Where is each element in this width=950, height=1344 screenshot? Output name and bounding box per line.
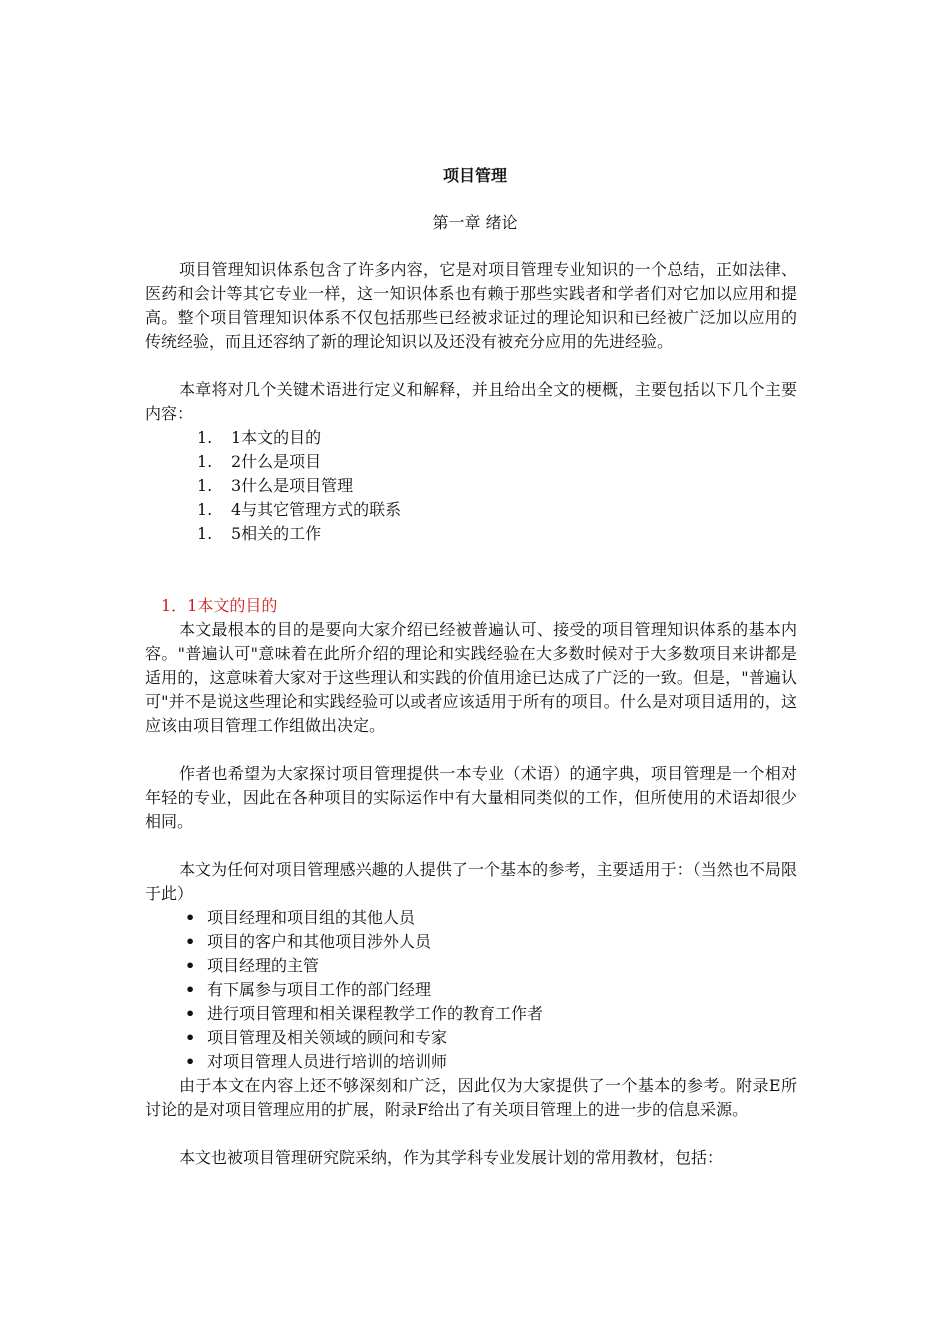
list-item: • 项目的客户和其他项目涉外人员	[145, 930, 797, 954]
list-item: 1. 5相关的工作	[197, 524, 322, 543]
bullet-icon: •	[185, 1028, 196, 1047]
paragraph-purpose: 本文最根本的目的是要向大家介绍已经被普遍认可、接受的项目管理知识体系的基本内容。"普遍认可"意味着在此所介绍的理论和实践经验在大多数时候对于大多数项目来讲都是适用的，这意味着大家对于这些理认和实践的价值用途已达成了广泛的一致。但是，"普遍认可"并不是说这些理论和实践经验可以或者应该适用于所有的项目。什么是对项目适用的，这应该由项目管理工作组做出决定。	[145, 620, 797, 735]
document-title: 项目管理	[442, 166, 507, 185]
list-item: 1. 1本文的目的	[197, 428, 322, 447]
paragraph-intro: 项目管理知识体系包含了许多内容，它是对项目管理专业知识的一个总结，正如法律、医药和会计等其它专业一样，这一知识体系也有赖于那些实践者和学者们对它加以应用和提高。整个项目管理知识体系不仅包括那些已经被求证过的理论知识和已经被广泛加以应用的传统经验，而且还容纳了新的理论知识以及还没有被充分应用的先进经验。	[145, 260, 797, 351]
audience-list	[145, 906, 797, 1074]
list-item: 1. 2什么是项目	[197, 452, 322, 471]
bullet-icon: •	[185, 1052, 196, 1071]
chapter-contents-list	[145, 426, 797, 546]
bullet-icon: •	[185, 932, 196, 951]
paragraph-chapter-overview: 本章将对几个关键术语进行定义和解释，并且给出全文的梗概，主要包括以下几个主要内容：	[145, 380, 797, 423]
list-item: • 项目管理及相关领域的顾问和专家	[145, 1026, 797, 1050]
list-item: 1. 4与其它管理方式的联系	[197, 500, 402, 519]
bullet-icon: •	[185, 980, 196, 999]
paragraph-appendix-note: 由于本文在内容上还不够深刻和广泛，因此仅为大家提供了一个基本的参考。附录E所讨论的是对项目管理应用的扩展，附录F给出了有关项目管理上的进一步的信息采源。	[145, 1076, 797, 1119]
list-item: 1. 3什么是项目管理	[197, 476, 354, 495]
paragraph-terminology: 作者也希望为大家探讨项目管理提供一本专业（术语）的通字典，项目管理是一个相对年轻的专业，因此在各种项目的实际运作中有大量相同类似的工作，但所使用的术语却很少相同。	[145, 764, 797, 831]
list-item: • 项目经理和项目组的其他人员	[145, 906, 797, 930]
list-item: • 有下属参与项目工作的部门经理	[145, 978, 797, 1002]
bullet-icon: •	[185, 956, 196, 975]
bullet-icon: •	[185, 908, 196, 927]
bullet-icon: •	[185, 1004, 196, 1023]
list-item: • 进行项目管理和相关课程教学工作的教育工作者	[145, 1002, 797, 1026]
document-body	[145, 258, 797, 1170]
paragraph-adoption: 本文也被项目管理研究院采纳，作为其学科专业发展计划的常用教材，包括：	[179, 1148, 724, 1167]
paragraph-audience: 本文为任何对项目管理感兴趣的人提供了一个基本的参考，主要适用于：（当然也不局限于此）	[145, 860, 797, 903]
list-item: • 项目经理的主管	[145, 954, 797, 978]
chapter-heading: 第一章 绪论	[432, 213, 518, 232]
section-heading: 1．1本文的目的	[161, 596, 278, 615]
list-item: • 对项目管理人员进行培训的培训师	[145, 1050, 797, 1074]
